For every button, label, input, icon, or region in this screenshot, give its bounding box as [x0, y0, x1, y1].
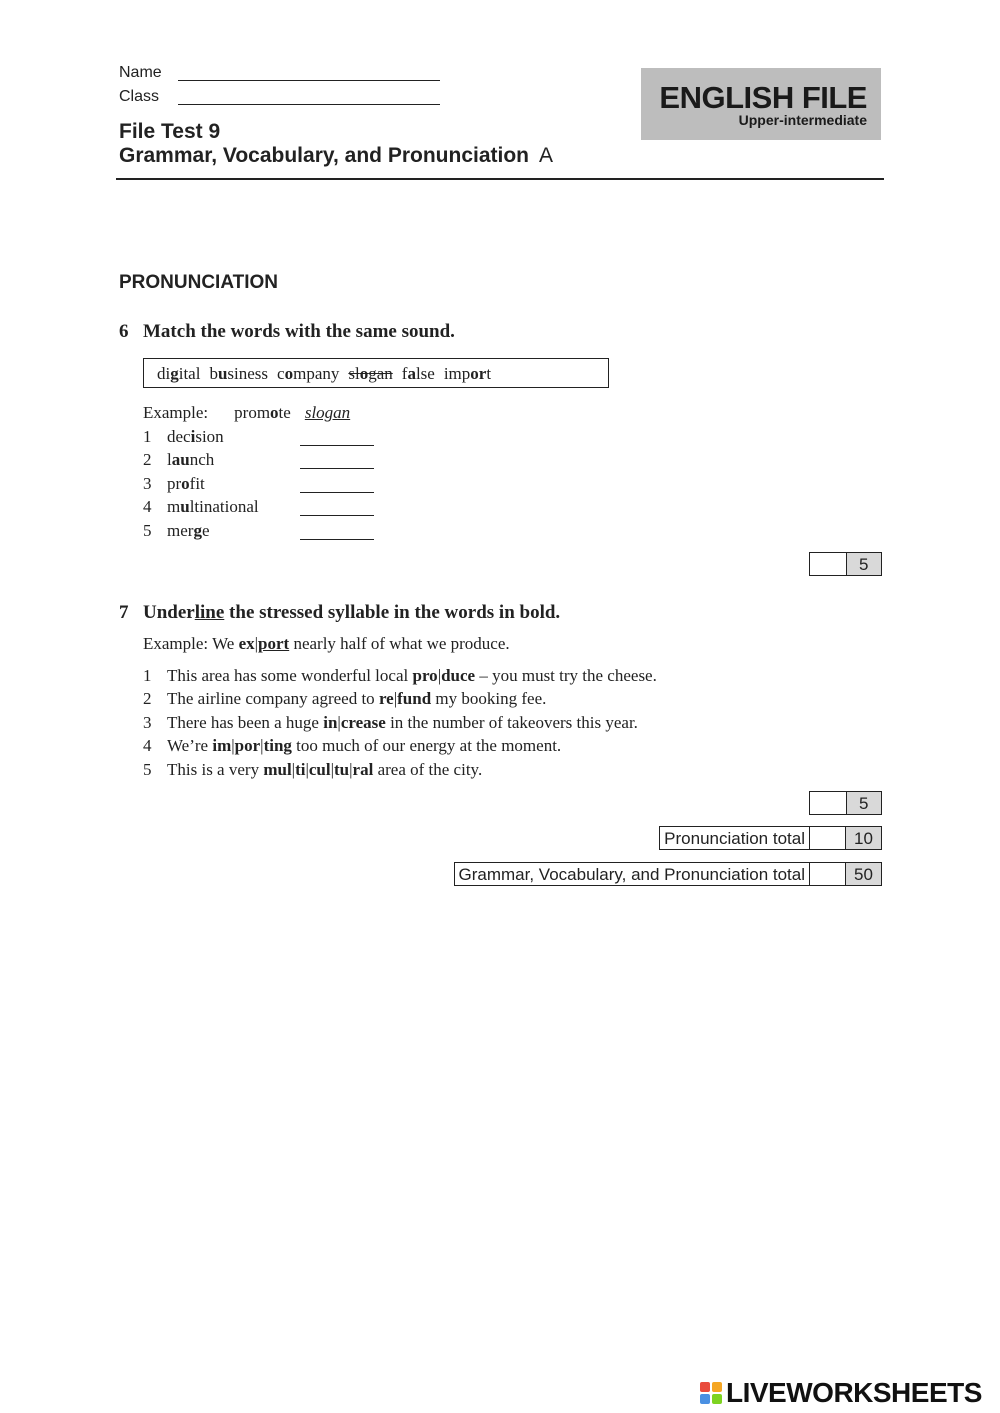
pronunciation-total-box: [659, 826, 882, 850]
q6-box-word: slogan: [348, 364, 393, 383]
q6-score-input[interactable]: [810, 553, 846, 575]
q7-score-box: [809, 791, 882, 815]
q6-item: [143, 497, 259, 517]
icon-square: [712, 1394, 722, 1404]
overall-total-label: Grammar, Vocabulary, and Pronunciation total: [458, 865, 805, 884]
name-input[interactable]: [178, 66, 440, 81]
q7-syllable[interactable]: fund: [397, 689, 432, 709]
overall-total-max: 50: [845, 863, 881, 885]
logo-main-text: ENGLISH FILE: [659, 80, 867, 115]
liveworksheets-brand: LIVEWORKSHEETS: [726, 1377, 982, 1408]
logo-sub-text: Upper-intermediate: [738, 112, 867, 128]
icon-square: [700, 1382, 710, 1392]
liveworksheets-logo: [700, 1378, 982, 1408]
q6-item-number: 4: [143, 497, 152, 517]
q7-syllable[interactable]: tu: [334, 759, 350, 779]
liveworksheets-icon: [700, 1382, 722, 1404]
q7-syllable[interactable]: im: [212, 736, 232, 756]
pronunciation-total-input[interactable]: [809, 827, 845, 849]
q7-item-word[interactable]: pro|duce: [412, 666, 476, 685]
q7-item-word[interactable]: im|por|ting: [212, 736, 292, 756]
q6-score-max: 5: [846, 553, 882, 575]
q6-box-word: company: [277, 364, 340, 383]
q7-title: 7 Underline the stressed syllable in the words in bold.: [119, 602, 561, 623]
q6-title: [119, 321, 455, 343]
icon-square: [712, 1382, 722, 1392]
q6-item-word: profit: [167, 473, 205, 493]
q6-item: [143, 521, 209, 541]
q6-answer-input[interactable]: [300, 500, 374, 516]
q6-answer-input[interactable]: [300, 430, 374, 446]
q7-syllable[interactable]: pro: [412, 666, 438, 685]
q6-answer-input[interactable]: [300, 453, 374, 469]
q7-item-number: 2: [143, 689, 152, 709]
q6-score-box: [809, 552, 882, 576]
q7-item: 3 There has been a huge in|crease in the number of takeovers this year.: [143, 712, 638, 732]
q7-item-word[interactable]: re|fund: [378, 689, 432, 709]
q6-answer-input[interactable]: [300, 524, 374, 540]
q6-item-number: 2: [143, 450, 152, 470]
icon-square: [700, 1394, 710, 1404]
q6-example: [143, 403, 350, 423]
q6-example-label: Example:: [143, 403, 209, 422]
q6-item: [143, 427, 224, 447]
q7-syllable[interactable]: ting: [263, 736, 292, 756]
q6-item-word: merge: [167, 520, 210, 540]
q7-item: 4 We’re im|por|ting too much of our energy at the moment.: [143, 736, 562, 756]
q6-item: [143, 474, 205, 494]
q6-example-word: promote: [234, 403, 291, 422]
test-subtitle: [119, 144, 553, 168]
q7-syllable[interactable]: ral: [352, 759, 374, 779]
q7-syllable[interactable]: por: [234, 736, 261, 756]
q6-item: [143, 450, 214, 470]
q7-item-number: 4: [143, 736, 152, 756]
q7-item-number: 1: [143, 666, 152, 685]
q7-item: 1 This area has some wonderful local pro|duce – you must try the cheese.: [143, 666, 657, 685]
q7-score-max: 5: [846, 792, 882, 814]
q7-item-word[interactable]: in|crease: [323, 712, 386, 732]
q7-syllable[interactable]: crease: [340, 712, 386, 732]
q7-item-number: 5: [143, 759, 152, 779]
q6-box-word: digital: [157, 364, 201, 383]
q6-number: 6: [119, 321, 129, 342]
pronunciation-total-label: Pronunciation total: [664, 829, 805, 848]
q7-syllable[interactable]: mul: [263, 759, 292, 779]
q7-example: Example: We ex|port nearly half of what we produce.: [143, 634, 510, 653]
overall-total-box: [454, 862, 882, 886]
q7-number: 7: [119, 602, 129, 623]
q7-score-input[interactable]: [810, 792, 846, 814]
q6-item-number: 1: [143, 427, 152, 446]
q6-box-word: import: [443, 364, 492, 383]
class-input[interactable]: [178, 90, 440, 105]
english-file-logo: [641, 68, 881, 140]
q6-item-word: multinational: [167, 497, 259, 517]
test-title: File Test 9: [119, 120, 221, 143]
class-label: Class: [119, 88, 160, 105]
q7-syllable[interactable]: duce: [441, 666, 476, 685]
q6-item-number: 3: [143, 473, 152, 493]
q7-item: 2 The airline company agreed to re|fund my booking fee.: [143, 689, 547, 709]
q6-box-word: false: [401, 364, 435, 383]
q7-syllable[interactable]: re: [378, 689, 394, 709]
q6-item-word: decision: [167, 427, 224, 446]
name-label: Name: [119, 64, 162, 81]
q7-syllable[interactable]: in: [323, 712, 338, 732]
pronunciation-total-max: 10: [845, 827, 881, 849]
section-title: PRONUNCIATION: [119, 272, 279, 293]
header-divider: [116, 178, 884, 180]
version-letter: A: [539, 144, 554, 167]
q6-answer-input[interactable]: [300, 477, 374, 493]
q6-item-number: 5: [143, 520, 152, 540]
q7-item-word[interactable]: mul|ti|cul|tu|ral: [263, 759, 374, 779]
q6-item-word: launch: [167, 450, 215, 470]
q6-example-answer: slogan: [304, 403, 351, 422]
subtitle-text: Grammar, Vocabulary, and Pronunciation: [119, 144, 529, 167]
overall-total-input[interactable]: [809, 863, 845, 885]
q7-title-underline: line: [194, 602, 225, 623]
q7-syllable[interactable]: cul: [308, 759, 331, 779]
q7-syllable[interactable]: ti: [295, 759, 306, 779]
q6-box-word: business: [209, 364, 269, 383]
q6-title-text: Match the words with the same sound.: [143, 321, 455, 342]
q7-item-number: 3: [143, 712, 152, 732]
q7-item: 5 This is a very mul|ti|cul|tu|ral area of the city.: [143, 759, 483, 779]
q6-word-box: [143, 358, 609, 388]
